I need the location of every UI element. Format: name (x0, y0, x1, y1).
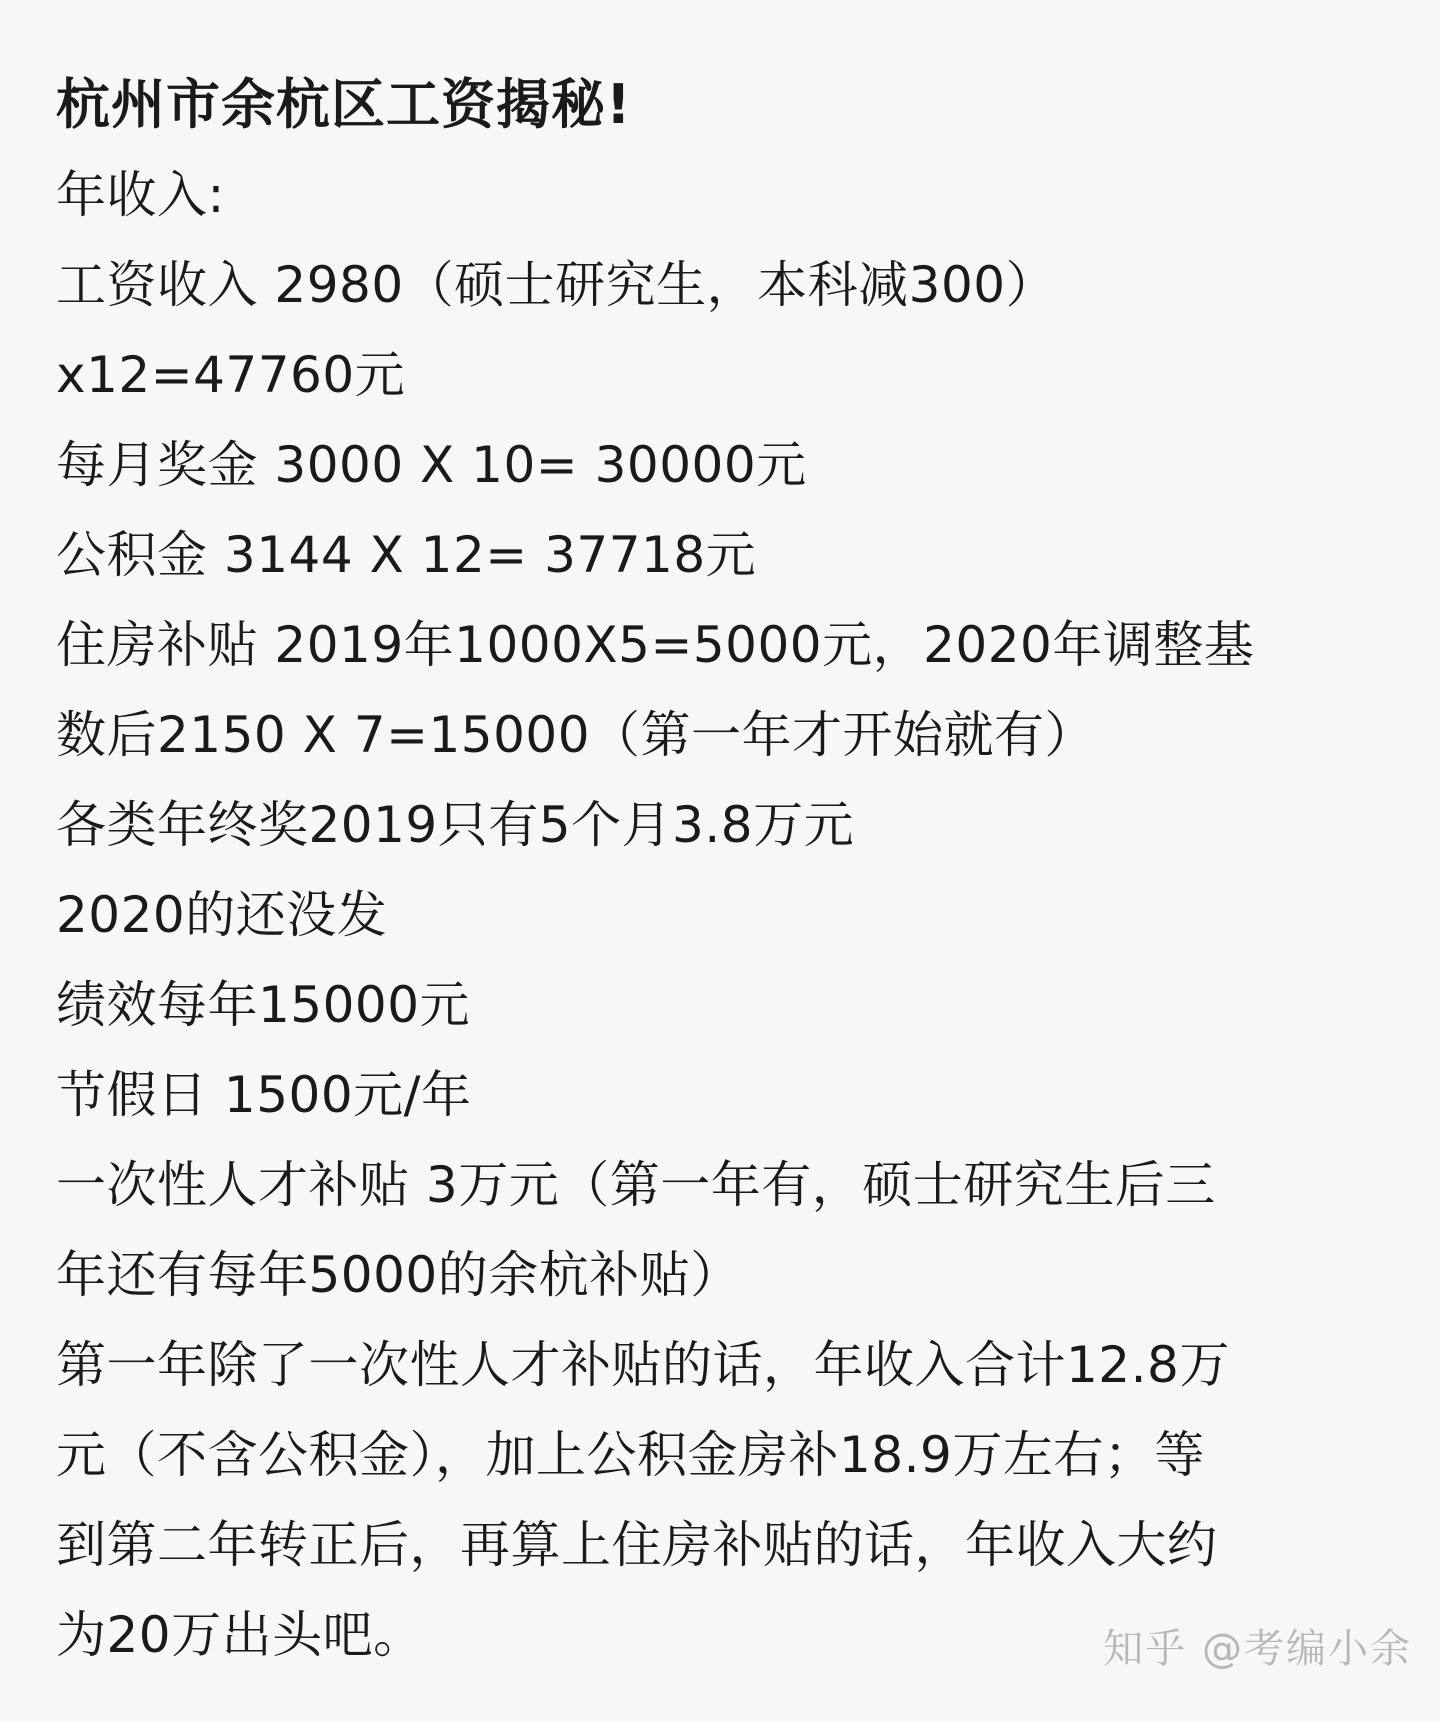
text-line: 节假日 1500元/年 (56, 1066, 472, 1124)
text-line: 年收入: (56, 166, 225, 224)
text-line: 第一年除了一次性人才补贴的话，年收入合计12.8万 (56, 1336, 1230, 1394)
text-line: 到第二年转正后，再算上住房补贴的话，年收入大约 (56, 1516, 1218, 1574)
text-line: 公积金 3144 X 12= 37718元 (56, 526, 757, 584)
document-body (56, 60, 1406, 1680)
text-line: 数后2150 X 7=15000（第一年才开始就有） (56, 706, 1096, 764)
document-title: 杭州市余杭区工资揭秘! (56, 73, 632, 136)
text-line: 年还有每年5000的余杭补贴） (56, 1246, 741, 1304)
text-line: 各类年终奖2019只有5个月3.8万元 (56, 796, 855, 854)
zhihu-watermark: 知乎 @考编小余 (1103, 1626, 1412, 1672)
text-line: 工资收入 2980（硕士研究生，本科减300） (56, 256, 1057, 314)
text-line: 住房补贴 2019年1000X5=5000元，2020年调整基 (56, 616, 1255, 674)
text-line: 元（不含公积金），加上公积金房补18.9万左右；等 (56, 1426, 1205, 1484)
text-line: 一次性人才补贴 3万元（第一年有，硕士研究生后三 (56, 1156, 1216, 1214)
text-line: 每月奖金 3000 X 10= 30000元 (56, 436, 807, 494)
text-line: 2020的还没发 (56, 886, 388, 944)
text-line: 绩效每年15000元 (56, 976, 471, 1034)
text-line: x12=47760元 (56, 346, 406, 404)
text-line: 为20万出头吧。 (56, 1606, 424, 1664)
